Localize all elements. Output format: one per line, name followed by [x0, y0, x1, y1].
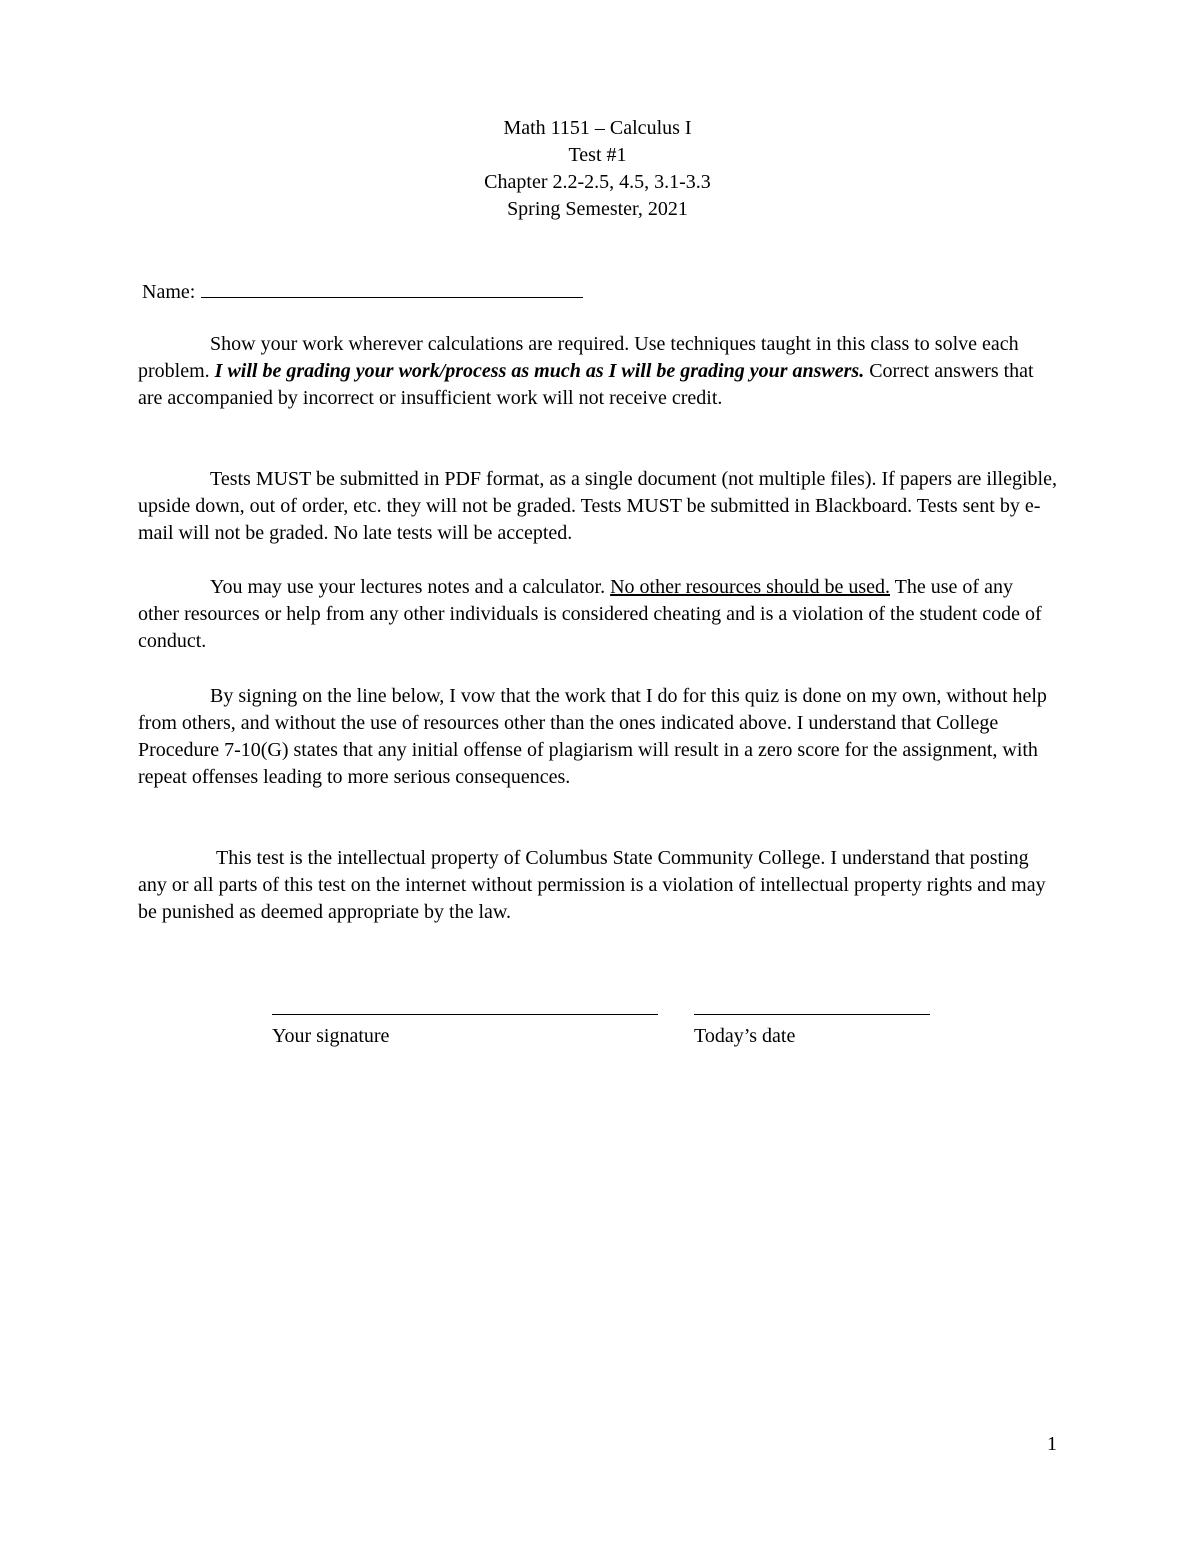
- submission-text: Tests MUST be submitted in PDF format, as a single document (not multiple files). If papers are illegible, upside down, out of order, etc. they will not be graded. Tests MUST be submitted in Blackboard. Tests sent by e-mail will not be graded. No late tests will be accepted.: [138, 468, 1057, 544]
- name-field: [142, 278, 583, 306]
- test-header: [0, 115, 1195, 223]
- honor-pledge-text: By signing on the line below, I vow that the work that I do for this quiz is done on my own, without help from others, and without the use of resources other than the ones indicated above. I understand that College Procedure 7-10(G) states that any initial offense of plagiarism will result in a zero score for the assignment, with repeat offenses leading to more serious consequences.: [138, 685, 1047, 788]
- date-label: Today’s date: [694, 1025, 796, 1047]
- chapters-covered: Chapter 2.2-2.5, 4.5, 3.1-3.3: [484, 171, 711, 193]
- page-number: 1: [1047, 1433, 1057, 1455]
- date-line[interactable]: [694, 1014, 930, 1015]
- signature-line[interactable]: [272, 1014, 658, 1015]
- instructions-text-2: Correct answers that are accompanied by incorrect or insufficient work will not receive credit.: [138, 360, 1034, 409]
- signature-block: [272, 1014, 658, 1050]
- semester: Spring Semester, 2021: [507, 198, 688, 220]
- honor-pledge-paragraph: [138, 683, 1058, 791]
- property-text: This test is the intellectual property of Columbus State Community College. I understand that posting any or all parts of this test on the internet without permission is a violation of intellectual property rights and may be punished as deemed appropriate by the law.: [138, 847, 1046, 923]
- resources-underlined: No other resources should be used.: [610, 576, 891, 598]
- course-title: Math 1151 – Calculus I: [503, 117, 692, 139]
- date-block: [694, 1014, 930, 1050]
- instructions-paragraph: [138, 331, 1058, 412]
- name-blank-line[interactable]: [201, 278, 583, 298]
- signature-label: Your signature: [272, 1025, 390, 1047]
- resources-text-2: The use of any other resources or help from any other individuals is considered cheating and is a violation of the student code of conduct.: [138, 576, 1042, 652]
- name-label: Name:: [142, 281, 196, 303]
- test-title: Test #1: [568, 144, 627, 166]
- resources-text-1: You may use your lectures notes and a calculator.: [210, 576, 611, 598]
- property-paragraph: [138, 845, 1058, 926]
- instructions-emphasis: I will be grading your work/process as much as I will be grading your answers.: [214, 360, 865, 382]
- resources-paragraph: [138, 574, 1058, 655]
- submission-paragraph: [138, 466, 1058, 547]
- instructions-text-1: Show your work wherever calculations are required. Use techniques taught in this class to solve each problem.: [138, 333, 1019, 382]
